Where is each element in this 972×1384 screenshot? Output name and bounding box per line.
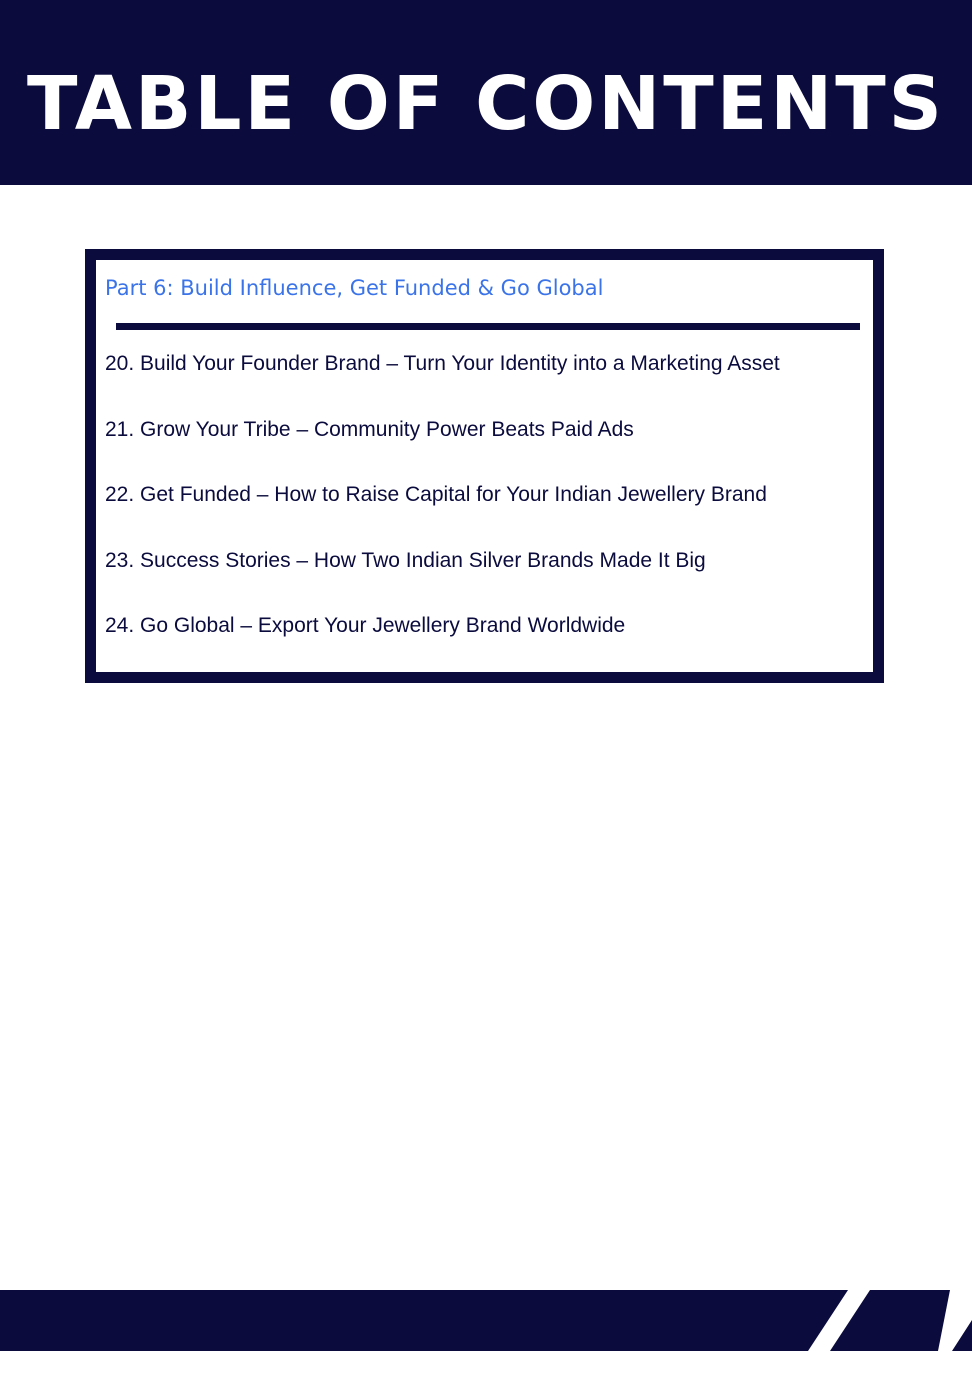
footer-band — [0, 1290, 972, 1351]
section-divider — [116, 323, 860, 330]
page-title: TABLE OF CONTENTS — [27, 61, 945, 147]
toc-item-chapter-24[interactable]: 24. Go Global – Export Your Jewellery Brand Worldwide — [105, 614, 626, 637]
stripe-right — [938, 1290, 972, 1351]
header-band — [0, 0, 972, 185]
diagonal-stripes-decoration — [0, 1290, 972, 1351]
toc-list — [105, 350, 865, 678]
part-heading: Part 6: Build Influence, Get Funded & Go Global — [105, 276, 604, 300]
toc-item-chapter-23[interactable]: 23. Success Stories – How Two Indian Silver Brands Made It Big — [105, 548, 706, 572]
stripe-left — [808, 1290, 870, 1351]
toc-item-chapter-20[interactable]: 20. Build Your Founder Brand – Turn Your Identity into a Marketing Asset — [105, 352, 780, 375]
toc-item-chapter-21[interactable]: 21. Grow Your Tribe – Community Power Beats Paid Ads — [105, 417, 634, 441]
table-of-contents-box — [85, 249, 884, 683]
toc-item-chapter-22[interactable]: 22. Get Funded – How to Raise Capital for Your Indian Jewellery Brand — [105, 483, 767, 506]
